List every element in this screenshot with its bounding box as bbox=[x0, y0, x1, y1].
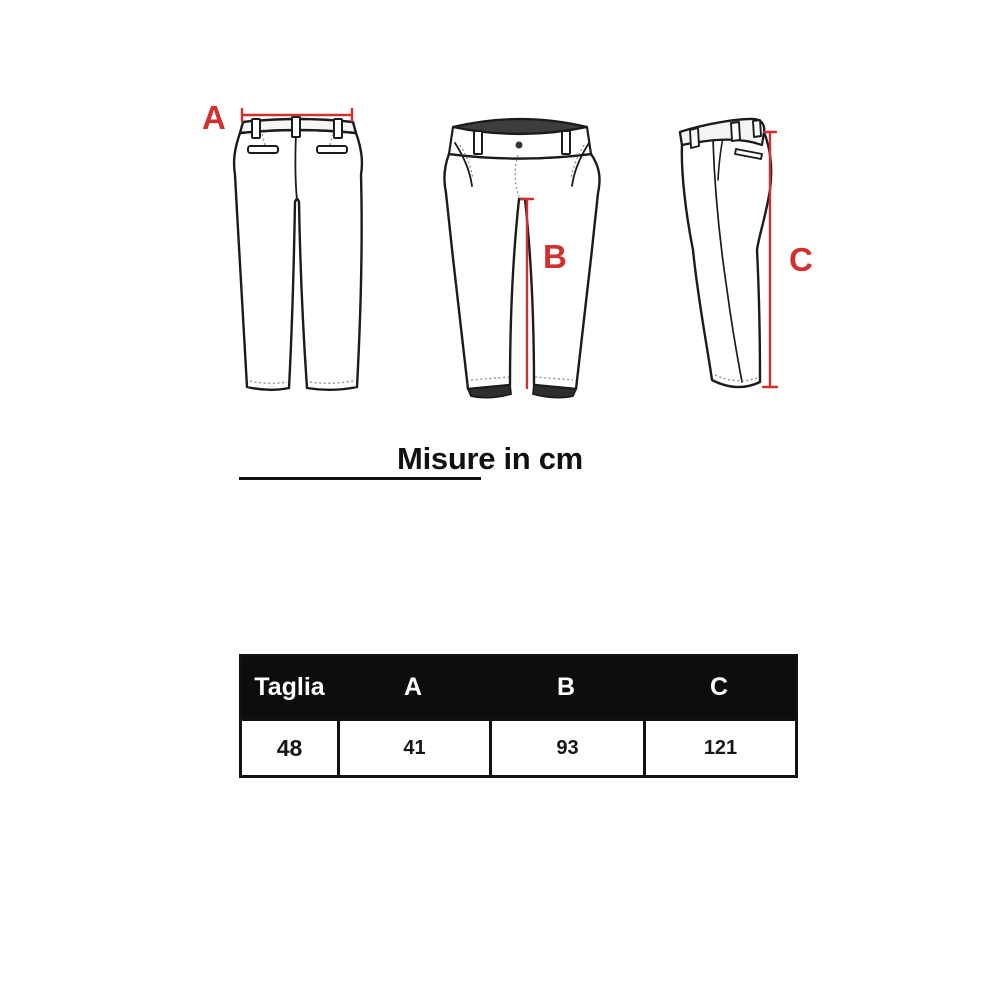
page-title: Misure in cm bbox=[397, 441, 583, 476]
title-underline bbox=[239, 477, 481, 480]
size-table-header-a: A bbox=[337, 657, 489, 718]
size-table-cell-b: 93 bbox=[489, 718, 643, 775]
measure-label-a: A bbox=[202, 99, 226, 136]
pants-back-view bbox=[215, 100, 375, 420]
size-table-cell-taglia: 48 bbox=[242, 718, 337, 775]
size-table bbox=[239, 654, 798, 778]
size-table-header-c: C bbox=[643, 657, 795, 718]
pants-front-view bbox=[440, 105, 605, 425]
size-table-cell-a: 41 bbox=[337, 718, 489, 775]
waist-button bbox=[516, 142, 523, 149]
size-table-header-b: B bbox=[489, 657, 643, 718]
size-table-header-taglia: Taglia bbox=[242, 657, 337, 718]
measure-label-b: B bbox=[543, 238, 567, 275]
measure-label-c: C bbox=[789, 241, 813, 278]
size-table-cell-c: 121 bbox=[643, 718, 795, 775]
